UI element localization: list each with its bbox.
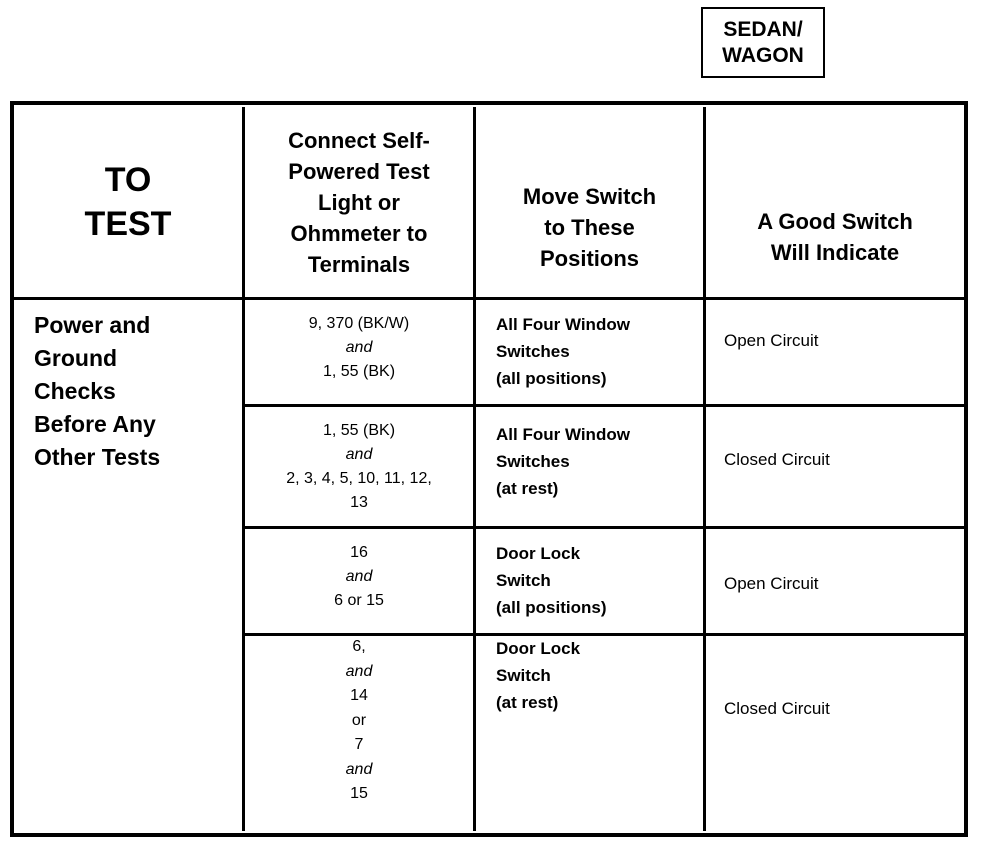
header-connect-line-3: Light or bbox=[318, 189, 400, 215]
to-test-line-1: Power and bbox=[34, 312, 151, 338]
row-2-terminals bbox=[245, 419, 473, 515]
row-2-move-line: (at rest) bbox=[496, 479, 559, 498]
to-test-description bbox=[14, 309, 242, 509]
row-1-indicate bbox=[706, 300, 964, 382]
header-to-test-line-2: TEST bbox=[84, 205, 172, 243]
row-3-move-line: Switch bbox=[496, 571, 551, 590]
row-3-indicate-text: Open Circuit bbox=[724, 574, 819, 593]
header-indicate bbox=[706, 177, 964, 297]
row-2-terminal-line: and bbox=[345, 446, 373, 463]
row-4-terminal-line: 6, bbox=[352, 638, 366, 655]
row-4-terminal-line: and bbox=[345, 662, 373, 680]
row-2-indicate bbox=[706, 407, 964, 512]
row-1-terminal-line: and bbox=[345, 339, 373, 356]
row-3-move-line: (all positions) bbox=[496, 598, 607, 617]
row-4-move bbox=[476, 635, 703, 716]
row-2-terminal-line: 2, 3, 4, 5, 10, 11, 12, bbox=[286, 470, 432, 487]
row-4-indicate bbox=[706, 636, 964, 782]
row-3-terminal-line: 6 or 15 bbox=[334, 592, 384, 609]
row-4-move-line: Door Lock bbox=[496, 639, 581, 658]
header-move bbox=[476, 157, 703, 297]
row-4-terminal-line: 7 bbox=[354, 736, 364, 753]
row-3-move bbox=[476, 540, 703, 621]
model-label-line-2: WAGON bbox=[722, 43, 804, 67]
header-move-line-1: Move Switch bbox=[522, 183, 657, 209]
to-test-line-2: Ground bbox=[34, 345, 118, 371]
row-4-terminal-line: 15 bbox=[350, 785, 368, 802]
header-move-line-2: to These bbox=[544, 214, 635, 240]
header-move-line-3: Positions bbox=[539, 245, 639, 271]
row-1-move bbox=[476, 311, 703, 392]
header-connect bbox=[245, 107, 473, 297]
row-2-move-line: Switches bbox=[496, 452, 570, 471]
row-3-terminals bbox=[245, 541, 473, 613]
header-connect-line-5: Terminals bbox=[307, 251, 411, 277]
header-connect-line-1: Connect Self- bbox=[288, 127, 430, 153]
row-4-move-line: Switch bbox=[496, 666, 551, 685]
to-test-line-5: Other Tests bbox=[34, 444, 161, 470]
row-1-move-line: Switches bbox=[496, 342, 570, 361]
header-connect-line-2: Powered Test bbox=[288, 158, 430, 184]
to-test-line-3: Checks bbox=[34, 378, 116, 404]
row-4-move-line: (at rest) bbox=[496, 693, 559, 712]
row-4-terminal-line: or bbox=[351, 711, 367, 729]
row-3-terminal-line: and bbox=[345, 568, 373, 585]
row-1-move-line: (all positions) bbox=[496, 369, 607, 388]
row-1-move-line: All Four Window bbox=[496, 315, 630, 334]
row-4-indicate-text: Closed Circuit bbox=[724, 699, 830, 718]
row-2-terminal-line: 13 bbox=[350, 494, 368, 511]
row-3-indicate bbox=[706, 529, 964, 639]
header-connect-line-4: Ohmmeter to bbox=[290, 220, 428, 246]
row-3-terminal-line: 16 bbox=[350, 544, 368, 561]
row-2-move bbox=[476, 421, 703, 502]
row-4-terminal-line: 14 bbox=[350, 687, 368, 704]
row-3-move-line: Door Lock bbox=[496, 544, 581, 563]
header-to-test bbox=[14, 107, 242, 297]
to-test-line-4: Before Any bbox=[34, 411, 156, 437]
row-2-indicate-text: Closed Circuit bbox=[724, 449, 830, 469]
header-indicate-line-1: A Good Switch bbox=[757, 209, 913, 234]
row-1-terminals bbox=[245, 312, 473, 384]
row-2-move-line: All Four Window bbox=[496, 425, 630, 444]
model-label-line-1: SEDAN/ bbox=[723, 17, 803, 41]
row-1-terminal-line: 1, 55 (BK) bbox=[322, 363, 396, 380]
row-2-terminal-line: 1, 55 (BK) bbox=[322, 422, 396, 439]
header-indicate-line-2: Will Indicate bbox=[770, 240, 900, 265]
row-4-terminal-line: and bbox=[345, 760, 373, 778]
row-4-terminals bbox=[245, 635, 473, 807]
header-to-test-line-1: TO bbox=[104, 161, 152, 199]
model-label-box bbox=[701, 7, 825, 78]
row-1-terminal-line: 9, 370 (BK/W) bbox=[308, 315, 410, 332]
row-1-indicate-text: Open Circuit bbox=[724, 331, 819, 350]
